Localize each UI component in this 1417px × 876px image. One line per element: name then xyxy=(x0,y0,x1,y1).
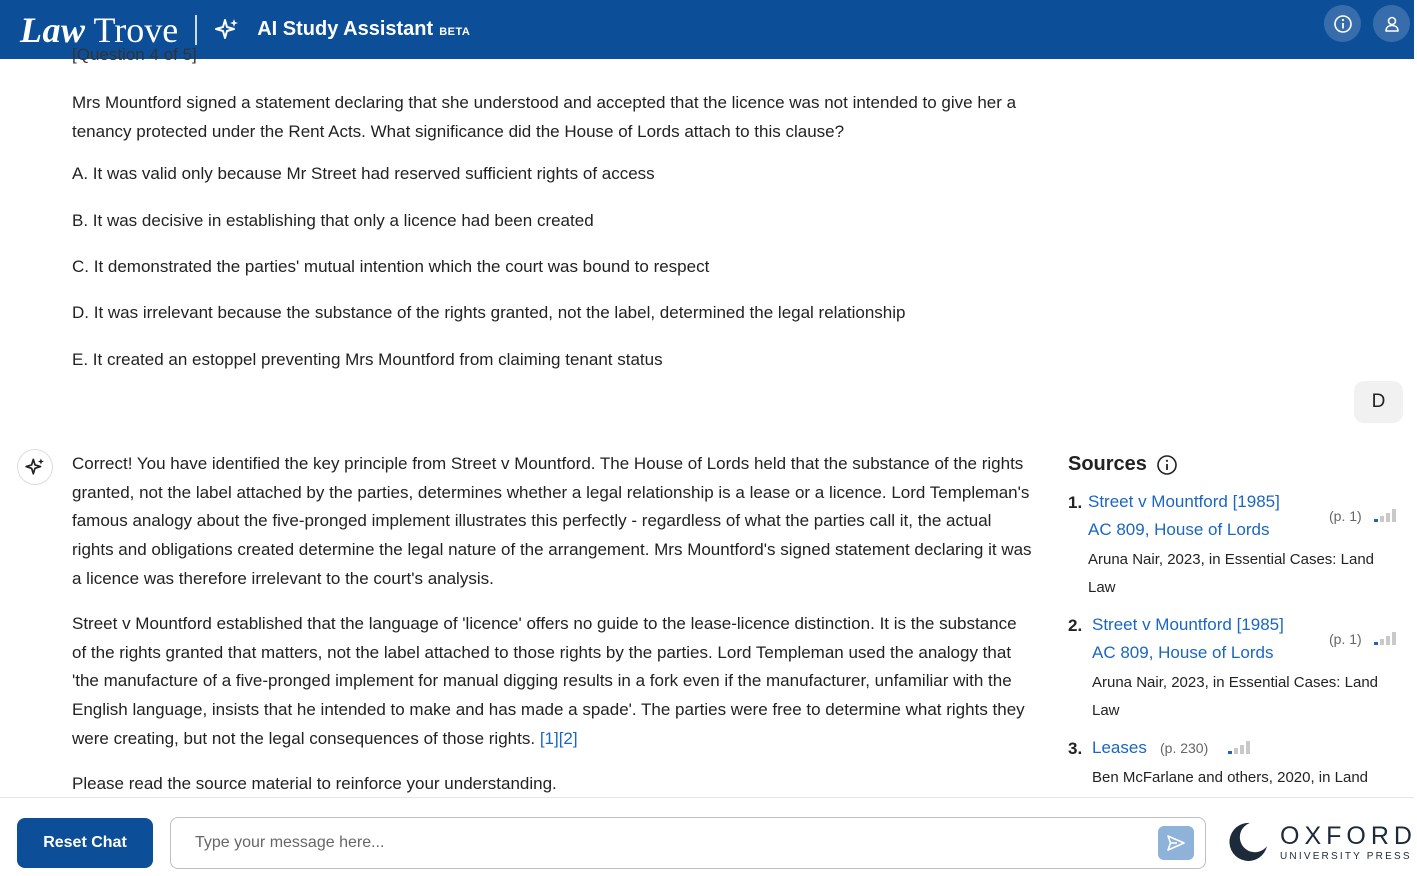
source-2-link-line2[interactable]: AC 809, House of Lords xyxy=(1092,643,1274,662)
oup-crescent-icon xyxy=(1226,820,1270,864)
assistant-answer-paragraph-3: Please read the source material to reinforce your understanding. xyxy=(72,774,557,793)
source-2-meta-line2: Law xyxy=(1092,702,1120,719)
sparkle-icon xyxy=(24,456,46,478)
oup-wordmark xyxy=(1280,823,1417,862)
question-counter: [Question 4 of 5] xyxy=(72,45,197,64)
relevance-bar xyxy=(1240,745,1244,754)
source-1-link-line2[interactable]: AC 809, House of Lords xyxy=(1088,520,1270,539)
user-message-bubble: D xyxy=(1354,381,1403,423)
user-account-button[interactable] xyxy=(1373,5,1410,42)
relevance-bar xyxy=(1234,748,1238,754)
relevance-bar xyxy=(1392,632,1396,645)
answer-option-c: C. It demonstrated the parties' mutual intention which the court was bound to respect xyxy=(72,257,710,276)
oup-main-text: OXFORD xyxy=(1280,821,1417,850)
app-header xyxy=(0,0,1414,59)
brand-trove: Trove xyxy=(93,9,179,50)
question-text: Mrs Mountford signed a statement declaring that she understood and accepted that the licence was not intended to give her a tenancy protected under the Rent Acts. What significance did the House of Lords attach to this clause? xyxy=(72,93,1017,141)
source-3-meta-line1: Ben McFarlane and others, 2020, in Land xyxy=(1092,769,1369,786)
source-3-number: 3. xyxy=(1068,739,1083,758)
oxford-university-press-logo xyxy=(1226,820,1417,864)
relevance-bar xyxy=(1386,513,1390,522)
send-icon xyxy=(1166,833,1186,853)
assistant-title-text: AI Study Assistant xyxy=(257,18,434,40)
source-1-meta-line2: Law xyxy=(1088,579,1116,596)
sparkle-icon xyxy=(214,17,240,43)
user-icon xyxy=(1382,14,1402,34)
source-3-relevance-bars xyxy=(1228,741,1250,754)
source-2-page: (p. 1) xyxy=(1329,631,1362,647)
oup-sub-text: UNIVERSITY PRESS xyxy=(1280,850,1412,862)
info-button[interactable] xyxy=(1324,5,1361,42)
relevance-bar xyxy=(1228,751,1232,754)
assistant-avatar xyxy=(17,449,53,485)
info-icon xyxy=(1333,14,1353,34)
assistant-answer-paragraph-1: Correct! You have identified the key principle from Street v Mountford. The House of Lords held that the substance of the rights granted, not the label attached by the parties, determines whether a legal relationship is a lease or a licence. Lord Templeman's famous analogy about the five-pronged implement illustrates this perfectly - regardless of what the parties call it, the actual rights and obligations created determine the legal nature of the arrangement. Mrs Mountford's signed statement declaring it was a licence was therefore irrelevant to the court's analysis. xyxy=(72,454,1032,588)
citation-links[interactable]: [1][2] xyxy=(539,728,578,748)
header-divider xyxy=(195,15,197,45)
relevance-bar xyxy=(1374,519,1378,522)
source-1-number: 1. xyxy=(1068,493,1083,512)
source-3-link[interactable]: Leases xyxy=(1092,738,1147,757)
send-button[interactable] xyxy=(1158,826,1194,860)
header-actions xyxy=(1324,5,1410,42)
chat-area[interactable] xyxy=(0,45,1414,797)
answer-option-d: D. It was irrelevant because the substance of the rights granted, not the label, determined the legal relationship xyxy=(72,303,906,322)
relevance-bar xyxy=(1392,509,1396,522)
assistant-title xyxy=(257,18,470,41)
source-2-link-line1[interactable]: Street v Mountford [1985] xyxy=(1092,615,1284,634)
source-1-relevance-bars xyxy=(1374,509,1396,522)
source-2-relevance-bars xyxy=(1374,632,1396,645)
relevance-bar xyxy=(1380,639,1384,645)
source-1-meta-line1: Aruna Nair, 2023, in Essential Cases: Land xyxy=(1088,551,1375,568)
reset-chat-button[interactable]: Reset Chat xyxy=(17,818,153,868)
relevance-bar xyxy=(1246,741,1250,754)
sources-heading xyxy=(1068,453,1178,476)
relevance-bar xyxy=(1386,636,1390,645)
answer-option-b: B. It was decisive in establishing that only a licence had been created xyxy=(72,211,594,230)
source-1-page: (p. 1) xyxy=(1329,508,1362,524)
answer-paragraph-2-text: Street v Mountford established that the language of 'licence' offers no guide to the lease-licence distinction. It is the substance of the rights granted that matters, not the label attached to those rights by the parties. Lord Templeman used the analogy that 'the manufacture of a five-pronged implement for manual digging results in a fork even if the manufacturer, unfamiliar with the English language, insists that he intended to make and has made a spade'. The parties were free to determine what rights they were creating, but not the legal consequences of those rights. xyxy=(72,614,1025,748)
answer-option-a: A. It was valid only because Mr Street had reserved sufficient rights of access xyxy=(72,164,655,183)
answer-option-e: E. It created an estoppel preventing Mrs Mountford from claiming tenant status xyxy=(72,350,663,369)
source-1-link-line1[interactable]: Street v Mountford [1985] xyxy=(1088,492,1280,511)
relevance-bar xyxy=(1380,516,1384,522)
relevance-bar xyxy=(1374,642,1378,645)
source-2-number: 2. xyxy=(1068,616,1083,635)
brand-law: Law xyxy=(20,9,86,50)
beta-badge: BETA xyxy=(439,26,471,38)
source-3-page: (p. 230) xyxy=(1160,740,1209,756)
assistant-answer-paragraph-2 xyxy=(72,610,1032,754)
source-2-meta-line1: Aruna Nair, 2023, in Essential Cases: Land xyxy=(1092,674,1379,691)
sources-title: Sources xyxy=(1068,453,1147,475)
info-icon[interactable] xyxy=(1156,454,1178,476)
chat-footer xyxy=(0,797,1417,876)
message-input[interactable] xyxy=(170,817,1206,869)
